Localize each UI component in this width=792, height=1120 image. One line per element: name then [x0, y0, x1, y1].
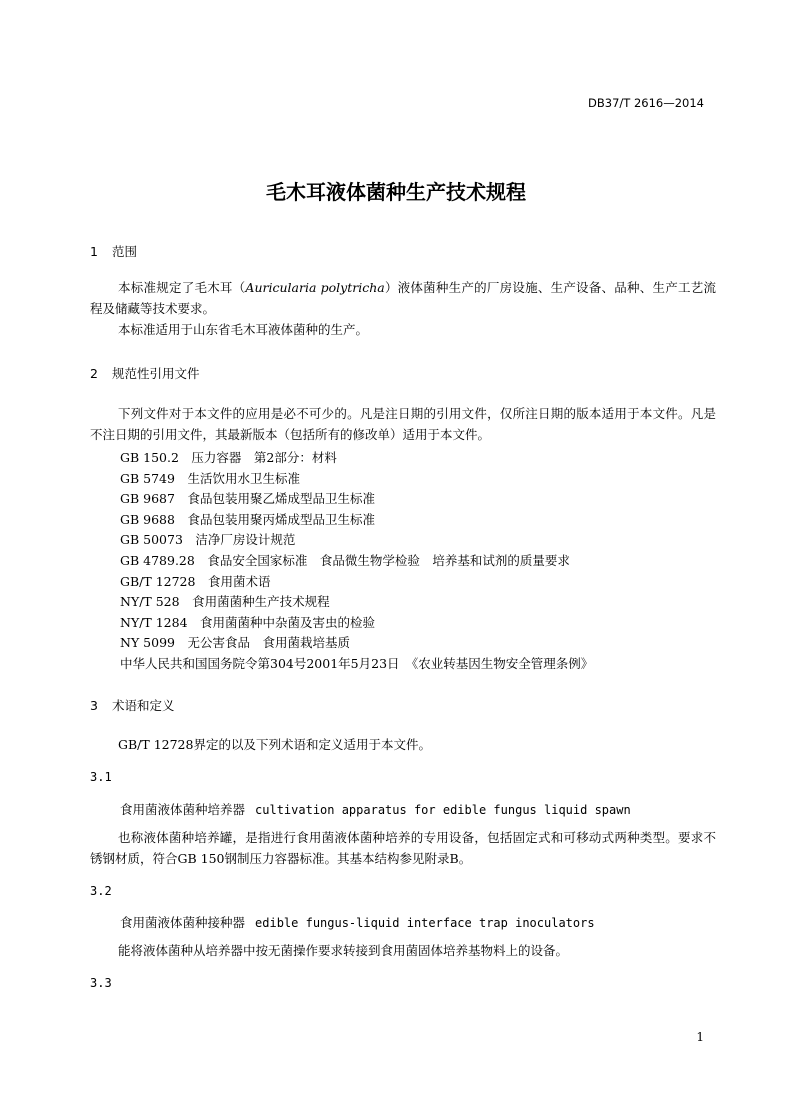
terms-intro: GB/T 12728界定的以及下列术语和定义适用于本文件。	[118, 737, 431, 752]
term-heading	[120, 913, 595, 931]
reference-item: GB 9687 食品包装用聚乙烯成型品卫生标准	[120, 491, 375, 506]
scope-text: ）液体菌种生产的厂房设施、生产设备、品种、生产工艺流程及储藏等技术要求。	[90, 280, 716, 316]
references-intro: 下列文件对于本文件的应用是必不可少的。凡是注日期的引用文件，仅所注日期的版本适用于本文件。凡是不注日期的引用文件，其最新版本（包括所有的修改单）适用于本文件。	[90, 406, 716, 442]
reference-item: NY/T 1284 食用菌菌种中杂菌及害虫的检验	[120, 615, 376, 630]
page-number: 1	[696, 1030, 704, 1044]
term-number: 3.1	[90, 770, 112, 784]
reference-item: GB 9688 食品包装用聚丙烯成型品卫生标准	[120, 512, 375, 527]
section-title: 范围	[111, 244, 137, 259]
section-title: 规范性引用文件	[111, 366, 200, 381]
reference-item: NY 5099 无公害食品 食用菌栽培基质	[120, 635, 350, 650]
term-definition: 能将液体菌种从培养器中按无菌操作要求转接到食用菌固体培养基物料上的设备。	[118, 943, 569, 958]
section-2-heading	[90, 364, 200, 382]
term-english: cultivation apparatus for edible fungus liquid spawn	[255, 803, 631, 817]
section-3-heading	[90, 696, 175, 714]
reference-item: 中华人民共和国国务院令第304号2001年5月23日 《农业转基因生物安全管理条例》	[120, 656, 594, 671]
standard-id: DB37/T 2616—2014	[588, 96, 704, 110]
section-number: 3	[90, 698, 98, 713]
term-number: 3.3	[90, 976, 112, 990]
section-title: 术语和定义	[111, 698, 175, 713]
term-heading	[120, 800, 631, 818]
latin-name: Auricularia polytricha	[245, 280, 385, 295]
document-title: 毛木耳液体菌种生产技术规程	[266, 180, 526, 204]
reference-item: GB 5749 生活饮用水卫生标准	[120, 471, 300, 486]
term-chinese: 食用菌液体菌种接种器	[120, 915, 246, 930]
term-definition: 也称液体菌种培养罐，是指进行食用菌液体菌种培养的专用设备，包括固定式和可移动式两种类型。要求不锈钢材质，符合GB 150钢制压力容器标准。其基本结构参见附录B。	[90, 830, 716, 866]
section-number: 1	[90, 244, 98, 259]
reference-item: GB/T 12728 食用菌术语	[120, 574, 271, 589]
reference-item: GB 50073 洁净厂房设计规范	[120, 532, 296, 547]
reference-item: NY/T 528 食用菌菌种生产技术规程	[120, 594, 330, 609]
term-number: 3.2	[90, 884, 112, 898]
section-number: 2	[90, 366, 98, 381]
term-chinese: 食用菌液体菌种培养器	[120, 802, 246, 817]
section-1-heading	[90, 242, 137, 260]
applicability-paragraph: 本标准适用于山东省毛木耳液体菌种的生产。	[118, 322, 369, 337]
reference-item: GB 150.2 压力容器 第2部分：材料	[120, 450, 337, 465]
scope-text: 本标准规定了毛木耳（	[118, 280, 246, 295]
scope-paragraph	[90, 278, 716, 319]
reference-item: GB 4789.28 食品安全国家标准 食品微生物学检验 培养基和试剂的质量要求	[120, 553, 570, 568]
term-english: edible fungus-liquid interface trap inoculators	[255, 916, 595, 930]
